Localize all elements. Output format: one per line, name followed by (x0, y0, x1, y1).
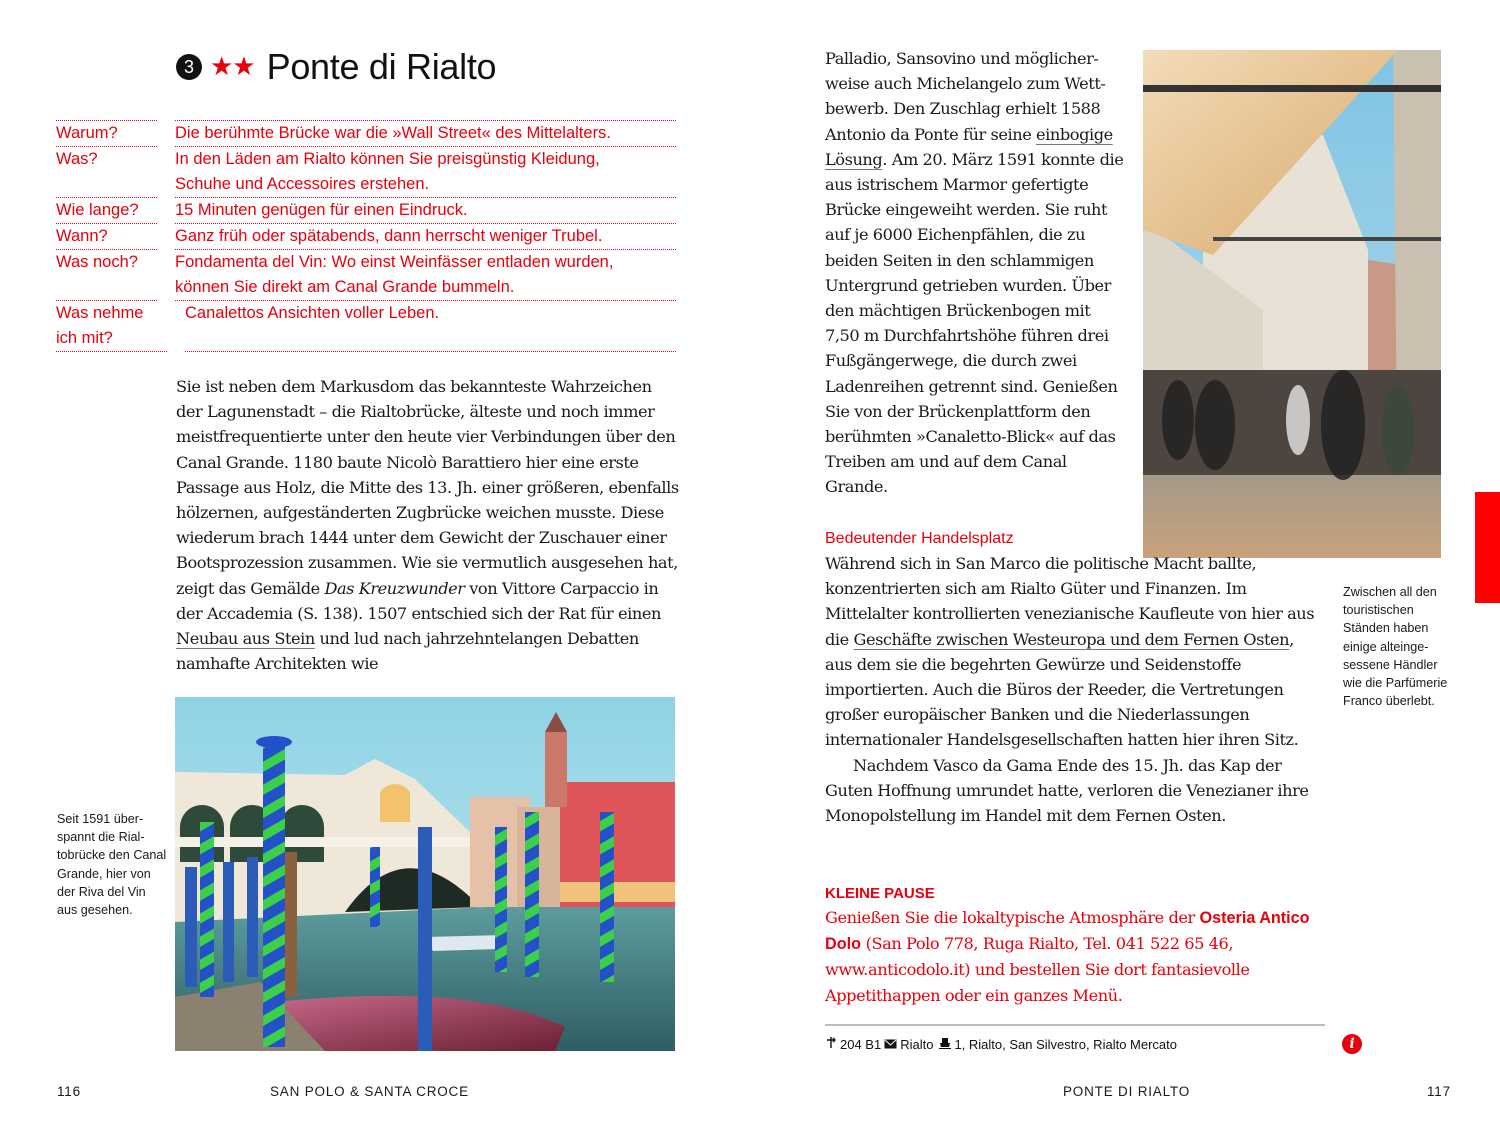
fact-value: In den Läden am Rialto können Sie preisgünstig Kleidung, Schuhe und Accessoires erstehen. (175, 147, 676, 198)
fact-label: Was? (56, 147, 157, 198)
rating-stars-icon: ★★ (210, 52, 255, 82)
section-heading: Bedeutender Handelsplatz (825, 530, 1014, 547)
facts-table (56, 120, 676, 352)
cross-reference-link[interactable]: Neubau aus Stein (176, 629, 315, 649)
map-pin-icon (825, 1036, 837, 1052)
rialto-bridge-photo (175, 697, 675, 1051)
vaporetto-stops: 1, Rialto, San Silvestro, Rialto Mercato (954, 1036, 1177, 1052)
tip-text (825, 905, 1320, 1008)
rialto-shops-photo (1143, 50, 1441, 558)
fact-value: Ganz früh oder spätabends, dann herrscht weniger Trubel. (175, 224, 676, 250)
page-number-right: 117 (1427, 1084, 1451, 1099)
fact-row (56, 198, 676, 224)
running-head-left: SAN POLO & SANTA CROCE (270, 1084, 469, 1099)
vaporetto-icon (939, 1037, 951, 1052)
envelope-icon (884, 1037, 897, 1052)
info-icon: i (1342, 1034, 1362, 1054)
photo-caption: Seit 1591 überspannt die Rialtobrücke den Canal Grande, hier von der Riva del Vin aus gesehen. (57, 812, 167, 918)
body-paragraph-cont: . Am 20. März 1591 konnte die aus istrischem Marmor gefertigte Brücke eingeweiht werden. Sie ruht auf je 6000 Eichenpfählen, die zu beiden Seiten in den schlammigen Untergrund getrieben wurden. Über den mächtigen Brückenbogen mit 7,50 m Durchfahrtshöhe führen drei Fußgängerwege, die durch zwei Ladenreihen getrennt sind. Genießen Sie von der Brückenplattform den berühmten »Canaletto-Blick« auf das Treiben am und auf dem Canal Grande. (825, 149, 1124, 497)
map-reference: 204 B1 (840, 1036, 882, 1052)
fact-value: Canalettos Ansichten voller Leben. (185, 301, 676, 352)
chapter-tab (1475, 492, 1500, 603)
tip-text-a: Genießen Sie die lokaltypische Atmosphäre der (825, 908, 1200, 927)
fact-label: Wann? (56, 224, 157, 250)
section-handelsplatz (825, 528, 1320, 828)
body-paragraph: Palladio, Sansovino und möglicherweise auch Michelangelo zum Wettbewerb. Den Zuschlag erhielt 1588 Antonio da Ponte für seine (825, 49, 1106, 144)
fact-value: Fondamenta del Vin: Wo einst Weinfässer entladen wurden, können Sie direkt am Canal Grande bummeln. (175, 250, 676, 301)
info-divider (825, 1024, 1325, 1026)
body-paragraph (825, 551, 1320, 753)
body-paragraph-cont: von Vittore Carpaccio in der Accademia (S. 138). 1507 entschied sich der Rat für einen (176, 578, 661, 623)
body-paragraph: Nachdem Vasco da Gama Ende des 15. Jh. das Kap der Guten Hoffnung umrundet hatte, verloren die Venezianer ihre Monopolstellung im Handel mit dem Fernen Osten. (825, 755, 1309, 826)
fact-label: Was nehme ich mit? (56, 301, 167, 352)
body-paragraph-text: Während sich in San Marco die politische Macht ballte, konzentrierten sich am Rialto Güter und Finanzen. Im Mittelalter kontrollierten venezianische Kaufleute von hier aus die (825, 554, 1315, 649)
fact-row (56, 121, 676, 147)
cross-reference-link[interactable]: Geschäfte zwischen Westeuropa und dem Fernen Osten (853, 629, 1290, 649)
body-paragraph-cont: und lud nach jahrzehntelangen Debatten namhafte Architekten wie (176, 629, 639, 674)
postal-district: Rialto (900, 1036, 934, 1052)
venue-name: Osteria Antico Dolo (825, 909, 1310, 954)
photo-caption: Zwischen all den touristischen Ständen haben einige alteingesessene Händler wie die Parfümerie Franco überlebt. (1343, 585, 1448, 709)
painting-title: Das Kreuzwunder (324, 578, 465, 598)
fact-row (56, 301, 676, 352)
body-text-left (176, 374, 681, 676)
body-paragraph: Sie ist neben dem Markusdom das bekannteste Wahrzeichen der Lagunenstadt – die Rialtobrücke, älteste und noch immer meistfrequentierte unter den heute vier Verbindungen über den Canal Grande. 1180 baute Nicolò Barattiero hier eine erste Passage aus Holz, die Mitte des 13. Jh. einer größeren, ebenfalls hölzernen, aufgeständerten Zugbrücke weichen musste. Diese wiederum brach 1444 unter dem Gewicht der Zuschauer einer Bootsprozession zusammen. Wie sie vermutlich ausgesehen hat, zeigt das Gemälde (176, 377, 679, 598)
fact-value: 15 Minuten genügen für einen Eindruck. (175, 198, 676, 224)
running-head-right: PONTE DI RIALTO (1063, 1084, 1191, 1099)
sight-title (176, 44, 496, 90)
sight-number-badge: 3 (176, 54, 202, 80)
fact-label: Wie lange? (56, 198, 157, 224)
page-number-left: 116 (57, 1084, 81, 1099)
fact-row (56, 147, 676, 198)
cross-reference-link[interactable]: einbogige Lösung (825, 124, 1113, 169)
fact-label: Warum? (56, 121, 157, 147)
page-title: Ponte di Rialto (266, 46, 497, 87)
fact-label: Was noch? (56, 250, 157, 301)
fact-row (56, 250, 676, 301)
info-line (825, 1036, 1177, 1052)
fact-value: Die berühmte Brücke war die »Wall Street« des Mittelalters. (175, 121, 676, 147)
body-text-right-top (825, 46, 1125, 500)
tip-box (825, 883, 1320, 1008)
tip-text-b: (San Polo 778, Ruga Rialto, Tel. 041 522 65 46, www.anticodolo.it) und bestellen Sie dort fantasievolle Appetithappen oder ein ganzes Menü. (825, 934, 1250, 1005)
tip-heading: KLEINE PAUSE (825, 885, 935, 902)
body-paragraph-cont: , aus dem sie die begehrten Gewürze und Seidenstoffe importierten. Auch die Büros der Reeder, die Vertretungen großer europäischer Banken und die Niederlassungen internationaler Handelsgesellschaften hatten hier ihren Sitz. (825, 629, 1299, 750)
fact-row (56, 224, 676, 250)
